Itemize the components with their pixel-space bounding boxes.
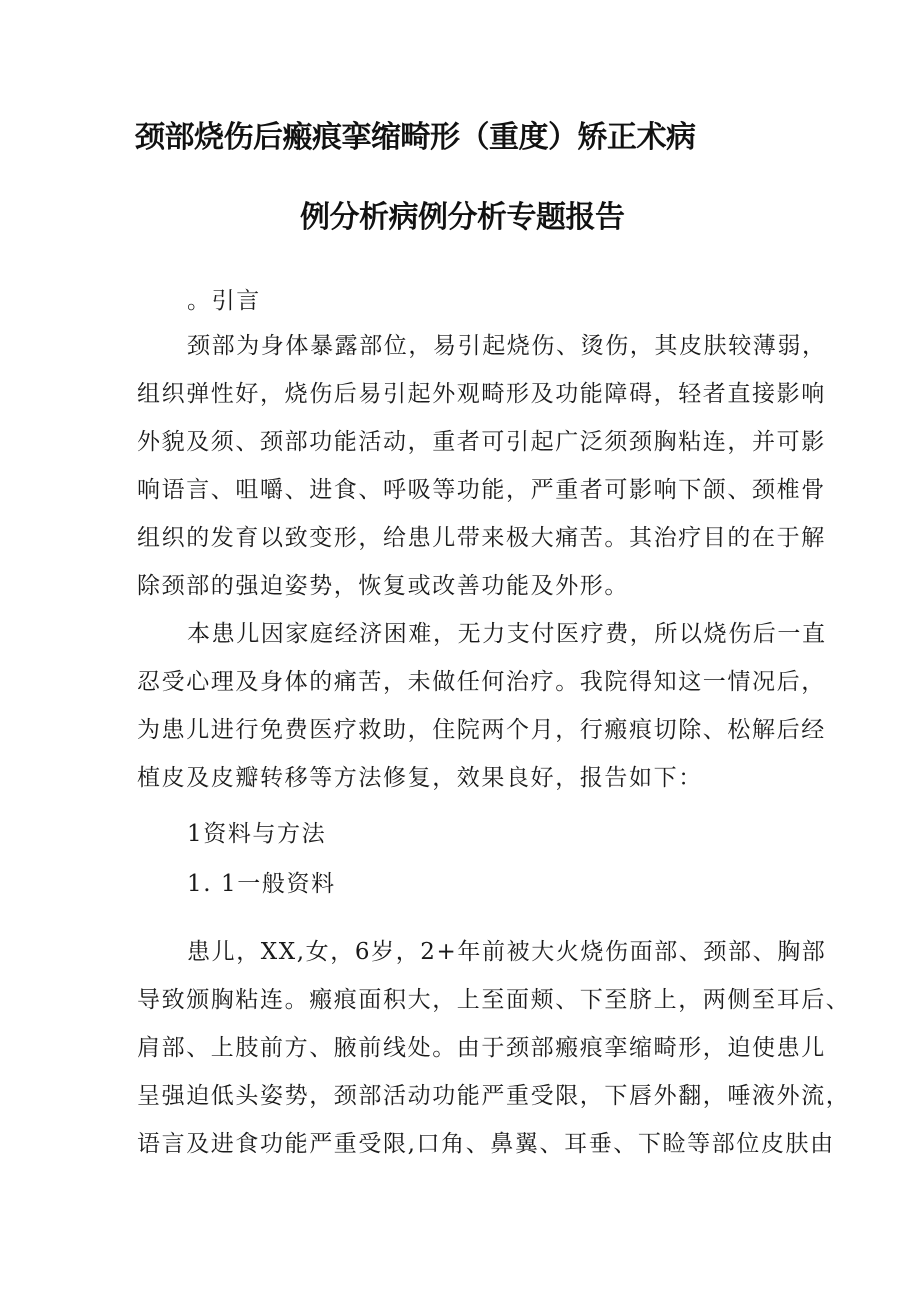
paragraph-2-line: 忍受心理及身体的痛苦，未做任何治疗。我院得知这一情况后， — [137, 669, 826, 695]
section-1-1-heading: 1. 1一般资料 — [187, 871, 336, 897]
paragraph-3-line: 呈强迫低头姿势，颈部活动功能严重受限，下唇外翻，唾液外流， — [137, 1083, 851, 1109]
paragraph-3-line: 语言及进食功能严重受限,口角、鼻翼、耳垂、下睑等部位皮肤由 — [137, 1131, 835, 1157]
paragraph-1-line: 外貌及须、颈部功能活动，重者可引起广泛须颈胸粘连，并可影 — [137, 429, 826, 455]
paragraph-1-line: 响语言、咀嚼、进食、呼吸等功能，严重者可影响下颌、颈椎骨 — [137, 477, 826, 503]
title-line-1: 颈部烧伤后瘢痕挛缩畸形（重度）矫正术病 — [135, 120, 696, 155]
paragraph-2-line: 本患儿因家庭经济困难，无力支付医疗费，所以烧伤后一直 — [187, 621, 827, 647]
title-line-2: 例分析病例分析专题报告 — [300, 200, 625, 235]
paragraph-1-line: 颈部为身体暴露部位，易引起烧伤、烫伤，其皮肤较薄弱， — [187, 333, 827, 359]
paragraph-3-line: 患儿，XX,女，6岁，2+年前被大火烧伤面部、颈部、胸部 — [187, 939, 827, 965]
paragraph-3-line: 肩部、上肢前方、腋前线处。由于颈部瘢痕挛缩畸形，迫使患儿 — [137, 1035, 826, 1061]
paragraph-1-line: 组织的发育以致变形，给患儿带来极大痛苦。其治疗目的在于解 — [137, 525, 826, 551]
paragraph-3-line: 导致颁胸粘连。瘢痕面积大，上至面颊、下至脐上，两侧至耳后、 — [137, 987, 851, 1013]
intro-heading: 。引言 — [187, 288, 261, 314]
paragraph-2-line: 为患儿进行免费医疗救助，住院两个月，行瘢痕切除、松解后经 — [137, 717, 826, 743]
paragraph-1-line: 组织弹性好，烧伤后易引起外观畸形及功能障碍，轻者直接影响 — [137, 381, 826, 407]
paragraph-2-line: 植皮及皮瓣转移等方法修复，效果良好，报告如下： — [137, 765, 703, 791]
paragraph-1-line: 除颈部的强迫姿势，恢复或改善功能及外形。 — [137, 573, 629, 599]
section-1-heading: 1资料与方法 — [187, 821, 327, 847]
